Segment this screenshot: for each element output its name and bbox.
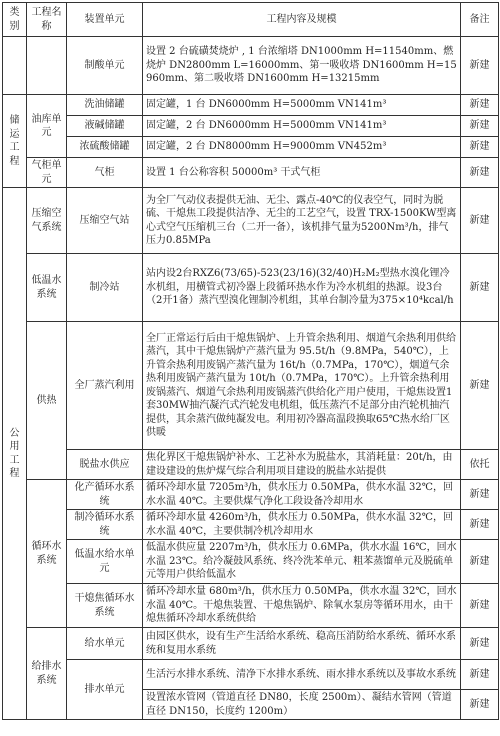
table-row [3, 188, 499, 254]
table-row [3, 584, 499, 628]
unit-cell: 全厂蒸汽利用 [67, 322, 143, 450]
header-project-name: 工程名称 [27, 3, 67, 37]
table-row [3, 137, 499, 158]
note-cell: 新建 [461, 510, 499, 540]
content-cell: 固定罐，2 台 DN8000mm H=9000mm VN452m³ [143, 137, 461, 158]
project-cell: 油库单元 [27, 95, 67, 158]
note-cell: 依托 [461, 450, 499, 480]
unit-cell: 制冷站 [67, 254, 143, 322]
unit-cell: 气柜 [67, 158, 143, 188]
project-cell: 压缩空气系统 [27, 188, 67, 254]
content-cell: 固定罐，2 台 DN6000mm H=5000mm VN141m³ [143, 116, 461, 137]
table-row [3, 322, 499, 450]
table-row [3, 510, 499, 540]
content-cell: 固定罐，1 台 DN6000mm H=5000mm VN141m³ [143, 95, 461, 116]
unit-cell: 制酸单元 [67, 37, 143, 95]
note-cell: 新建 [461, 137, 499, 158]
note-cell: 新建 [461, 37, 499, 95]
unit-cell: 低温水给水单元 [67, 540, 143, 584]
table-row [3, 116, 499, 137]
note-cell: 新建 [461, 540, 499, 584]
project-cell: 循环水系统 [27, 480, 67, 628]
note-cell: 新建 [461, 480, 499, 510]
header-note: 备注 [461, 3, 499, 37]
unit-cell: 压缩空气站 [67, 188, 143, 254]
content-cell: 设置 1 台公称容积 50000m³ 干式气柜 [143, 158, 461, 188]
note-cell: 新建 [461, 95, 499, 116]
header-unit: 装置单元 [67, 3, 143, 37]
note-cell: 新建 [461, 660, 499, 690]
table-row [3, 158, 499, 188]
note-cell: 新建 [461, 158, 499, 188]
unit-cell: 给水单元 [67, 628, 143, 660]
content-cell: 循环冷却水量 4260m³/h，供水压力 0.50MPa，供水水温 32℃，回水水温 40℃，主要供制冷机冷却用水 [143, 510, 461, 540]
project-table [2, 2, 499, 720]
unit-cell: 排水单元 [67, 660, 143, 720]
content-cell: 站内设2台RXZ6(73/65)-523(23/16)(32/40)H₂M₂型热水溴化锂冷水机组，用横管式初冷器上段循环热水作为冷水机组的热源。设3台（2开1备）蒸汽型溴化锂制冷机组，其单台制冷量为375×10⁴kcal/h [143, 254, 461, 322]
note-cell: 新建 [461, 584, 499, 628]
content-cell: 为全厂气动仪表提供无油、无尘、露点-40℃的仪表空气，同时为脱硫、干熄焦工段提供洁净、无尘的工艺空气，设置 TRX-1500KW型离心式空气压缩机三台（二开一备），该机排气量为5200Nm³/h，排气压力0.85MPa [143, 188, 461, 254]
table-row [3, 254, 499, 322]
header-category: 类别 [3, 3, 27, 37]
note-cell: 新建 [461, 628, 499, 660]
category-cell: 公用工程 [3, 188, 27, 720]
content-cell: 循环冷却水量 680m³/h，供水压力 0.50MPa，供水水温 32℃，回水水温 40℃。干熄焦装置、干熄焦锅炉、除氧水泵房等循环用水，由干熄焦循环冷却水系统供给 [143, 584, 461, 628]
unit-cell: 洗油储罐 [67, 95, 143, 116]
content-cell: 循环冷却水量 7205m³/h，供水压力 0.50MPa，供水水温 32℃，回水水温 40℃。主要供煤气净化工段设备冷却用水 [143, 480, 461, 510]
unit-cell: 干熄焦循环水系统 [67, 584, 143, 628]
note-cell: 新建 [461, 116, 499, 137]
unit-cell: 脱盐水供应 [67, 450, 143, 480]
content-cell: 焦化界区干熄焦锅炉补水、工艺补水为脱盐水，其消耗量：20t/h，由建设建设的焦炉煤气综合利用项目建设的脱盐水站提供 [143, 450, 461, 480]
content-cell: 设置 2 台硫磺焚烧炉 , 1 台浓缩塔 DN1000mm H=11540mm、燃烧炉 DN2800mm L=16000mm、第一吸收塔 DN1600mm H=15960mm、第二吸收塔 DN1600mm H=13215mm [143, 37, 461, 95]
project-cell: 气柜单元 [27, 158, 67, 188]
table-row [3, 660, 499, 690]
table-header-row [3, 3, 499, 37]
category-cell: 储运工程 [3, 95, 27, 188]
table-row [3, 480, 499, 510]
note-cell: 新建 [461, 322, 499, 450]
project-cell-empty [27, 37, 67, 95]
unit-cell: 化产循环水系统 [67, 480, 143, 510]
unit-cell: 制冷循环水系统 [67, 510, 143, 540]
content-cell: 生活污水排水系统、清净下水排水系统、雨水排水系统以及事故水系统 [143, 660, 461, 690]
table-row [3, 37, 499, 95]
table-row [3, 628, 499, 660]
note-cell: 新建 [461, 254, 499, 322]
project-cell: 供热 [27, 322, 67, 480]
content-cell: 设置浓水管网（管道直径 DN80，长度 2500m）、凝结水管网（管道直径 DN150，长度约 1200m） [143, 690, 461, 720]
unit-cell: 液碱储罐 [67, 116, 143, 137]
note-cell: 新建 [461, 690, 499, 720]
table-row [3, 540, 499, 584]
header-content: 工程内容及规模 [143, 3, 461, 37]
unit-cell: 浓硫酸储罐 [67, 137, 143, 158]
content-cell: 由园区供水，设有生产生活给水系统、稳高压消防给水系统、循环水系统和复用水系统 [143, 628, 461, 660]
note-cell: 新建 [461, 188, 499, 254]
category-cell-empty [3, 37, 27, 95]
project-cell: 给排水系统 [27, 628, 67, 720]
project-cell: 低温水系统 [27, 254, 67, 322]
table-row [3, 450, 499, 480]
table-row [3, 95, 499, 116]
content-cell: 低温水供应量 2207m³/h，供水压力 0.6MPa，供水水温 16℃，回水水温 23℃。给冷凝鼓风系统、终冷洗苯单元、粗苯蒸馏单元及脱硫单元等用户供给低温水 [143, 540, 461, 584]
content-cell: 全厂正常运行后由干熄焦锅炉、上升管余热利用、烟道气余热利用供给蒸汽，其中干熄焦锅炉产蒸汽量为 95.5t/h（9.8MPa，540℃），上升管余热利用废锅产蒸汽量为 16t/h（0.7MPa，170℃），烟道气余热利用废锅产蒸汽量为 10t/h（0.7MPa，170℃）。上升管余热利用废锅蒸汽、烟道气余热利用废锅蒸汽供给化产用户使用，干熄焦设置1套30MW抽汽凝汽式汽轮发电机组，低压蒸汽不足部分由汽轮机抽汽提供，其余蒸汽做纯凝发电。利用初冷器高温段换取65℃热水给厂区供暖 [143, 322, 461, 450]
